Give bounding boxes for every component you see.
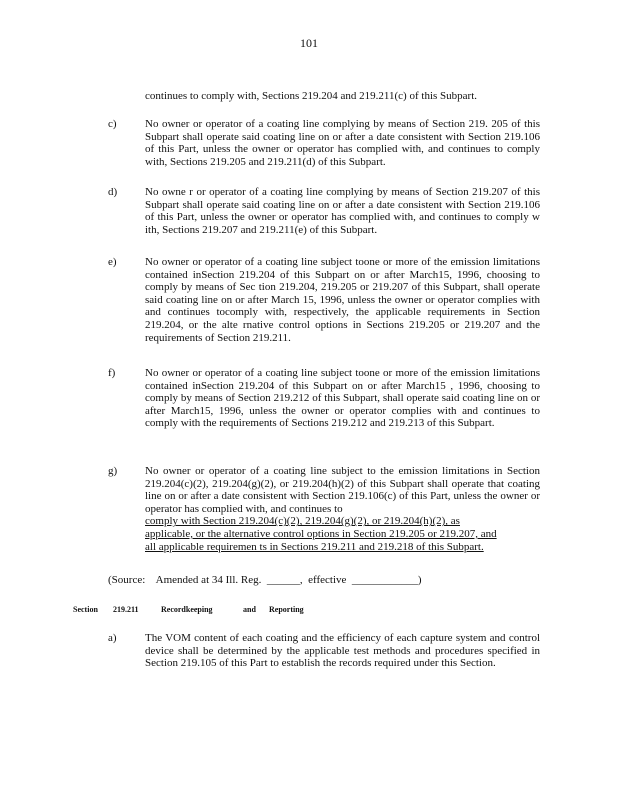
item-g-marker: g) (108, 465, 118, 477)
section-title-3: Reporting (269, 605, 304, 614)
section-heading (73, 605, 304, 614)
section-title-1: Recordkeeping (161, 605, 213, 614)
source-open: (Source: (108, 574, 146, 586)
source-note (108, 574, 422, 586)
source-blank-2: ____________) (351, 574, 422, 586)
item-a-text: The VOM content of each coating and the efficiency of each capture system and control device shall be determined by the applicable test methods and procedures specified in Section 219.105 of this Part to establish the records required under this Section. (145, 632, 540, 670)
item-f-text: No owner or operator of a coating line subject toone or more of the emission limitations contained inSection 219.204 of this Subpart on or after March15 , 1996, choosing to comply by means of Section 219.212 of this Subpart, shall operate said coating line on or after March15, 1996, unless the owner or operator complies with and continues to comply with the requirements of Sections 219.212 and 219.213 of this Subpart. (145, 367, 540, 430)
item-a-marker: a) (108, 632, 117, 644)
item-f-marker: f) (108, 367, 116, 379)
item-c-text: No owner or operator of a coating line complying by means of Section 219. 205 of this Subpart shall operate said coating line on or after a date consistent with Section 219.106 of this Part, unless the owner or operator has complied with, and continues to comply with, Sections 219.205 and 219.211(d) of this Subpart. (145, 118, 540, 168)
item-d-marker: d) (108, 186, 118, 198)
source-blank-1: ______, (266, 574, 303, 586)
item-g-amended-line-2: applicable, or the alternative control options in Section 219.205 or 219.207, and (145, 527, 497, 540)
source-amended: Amended at 34 Ill. Reg. (155, 574, 262, 586)
section-title-2: and (243, 605, 256, 614)
continuation-text: continues to comply with, Sections 219.204 and 219.211(c) of this Subpart. (145, 90, 477, 102)
section-label: Section (73, 605, 98, 614)
page-number: 101 (300, 36, 318, 50)
section-number: 219.211 (113, 605, 139, 614)
item-g-amended-line-3: all applicable requiremen ts in Sections 219.211 and 219.218 of this Subpart. (145, 540, 484, 553)
item-c-marker: c) (108, 118, 117, 130)
item-g-amended-line-1: comply with Section 219.204(c)(2), 219.204(g)(2), or 219.204(h)(2), as (145, 515, 460, 528)
source-effective: effective (308, 574, 347, 586)
item-e-text: No owner or operator of a coating line subject toone or more of the emission limitations contained inSection 219.204 of this Subpart on or after March15, 1996, choosing to comply by means of Sec tion 219.204, 219.205 or 219.207 of this Subpart, shall operate said coating line on or after March 15, 1996, unless the owner or operator complies with and continues tocomply with, respectively, the applicable requirements in Section 219.204, or the alte rnative control options in Sections 219.205 or 219.207 and the requirements of Section 219.211. (145, 256, 540, 344)
item-g-paragraph (145, 465, 540, 553)
item-e-marker: e) (108, 256, 117, 268)
item-d-text: No owne r or operator of a coating line complying by means of Section 219.207 of this Subpart shall operate said coating line on or after a date consistent with Section 219.106 of this Part, unless the owner or operator has complied with, and continues to comply w ith, Sections 219.207 and 219.211(e) of this Subpart. (145, 186, 540, 236)
item-g-text: No owner or operator of a coating line subject to the emission limitations in Section 219.204(c)(2), 219.204(g)(2), or 219.204(h)(2) of this Subpart shall operate that coating line on or after a date consistent with Section 219.106(c) of this Part, unless the owner or operator has complied with, and continues to (145, 465, 540, 515)
